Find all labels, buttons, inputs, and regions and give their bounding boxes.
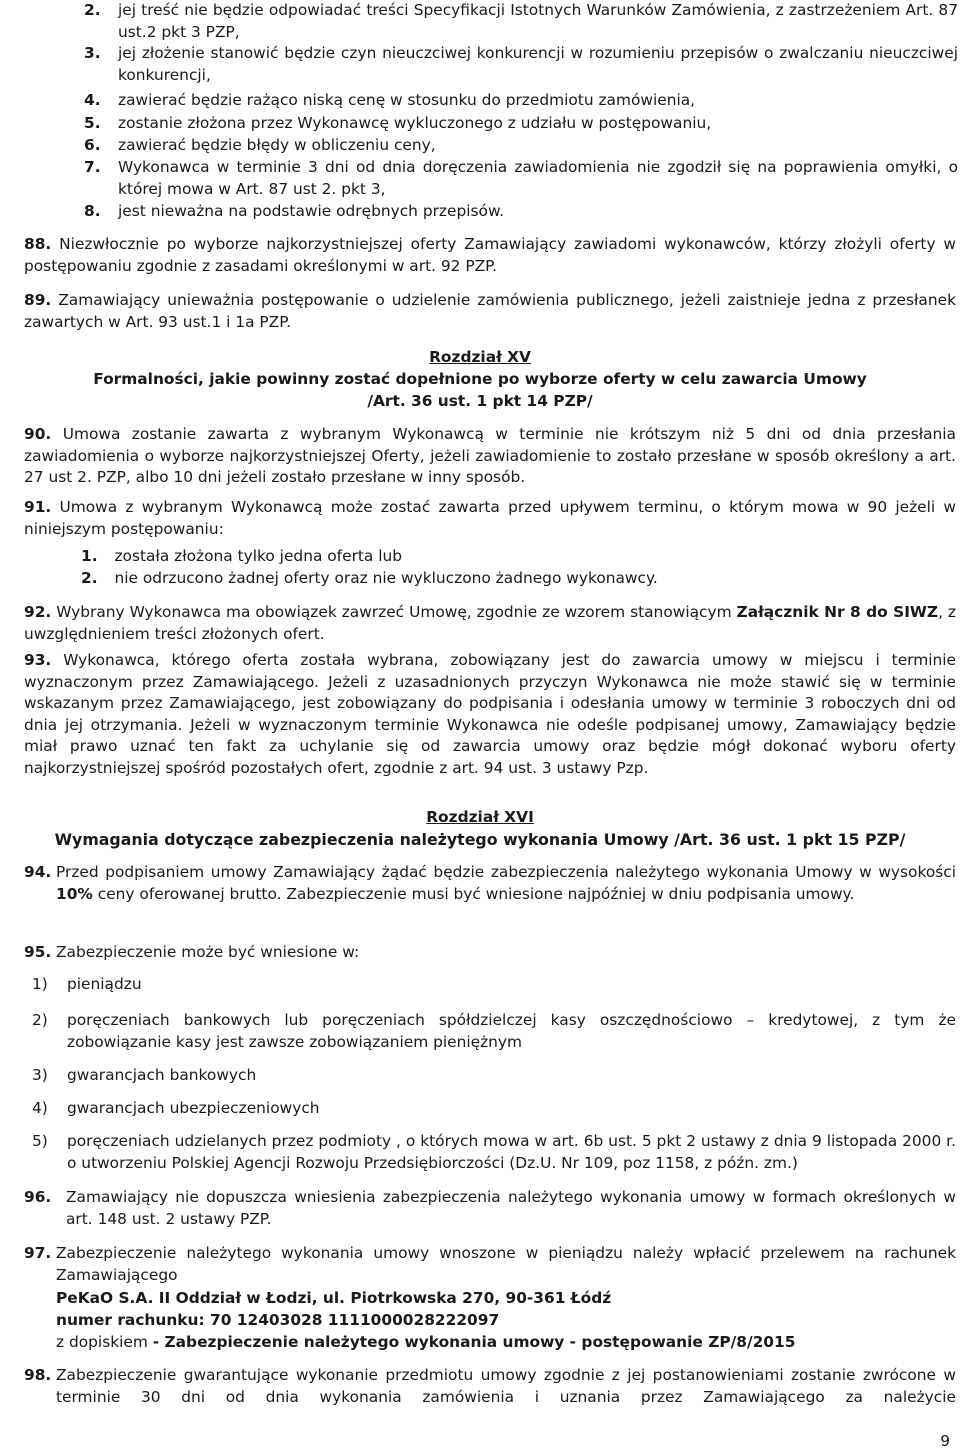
paragraph-number: 92. — [24, 603, 52, 621]
list-item — [84, 0, 958, 43]
list-item-number: 3) — [32, 1066, 48, 1084]
paragraph-89 — [24, 290, 956, 333]
list-item-number: 1. — [81, 547, 98, 565]
list-item-text: jest nieważna na podstawie odrębnych przepisów. — [118, 202, 505, 220]
list-item-number: 1) — [32, 975, 48, 993]
paragraph-text: Zamawiający nie dopuszcza wniesienia zabezpieczenia należytego wykonania umowy w formach określonych w art. 148 ust. 2 ustawy PZP. — [66, 1188, 956, 1228]
list-item — [84, 113, 958, 135]
paragraph-number: 88. — [24, 235, 52, 253]
paragraph-number: 97. — [24, 1244, 52, 1262]
list-item-number: 5) — [32, 1132, 48, 1150]
paragraph-98 — [24, 1365, 956, 1408]
list-item — [32, 1065, 956, 1087]
list-item-number: 8. — [84, 202, 101, 220]
paragraph-text: Zabezpieczenie należytego wykonania umowy wnoszone w pieniądzu należy wpłacić przelewem na rachunek Zamawiającego — [56, 1244, 956, 1284]
paragraph-text: Umowa z wybranym Wykonawcą może zostać zawarta przed upływem terminu, o którym mowa w 90 jeżeli w niniejszym postępowaniu: — [24, 498, 956, 538]
paragraph-text: ceny oferowanej brutto. Zabezpieczenie musi być wniesione najpóźniej w dniu podpisania umowy. — [92, 884, 855, 903]
list-item-number: 7. — [84, 158, 101, 176]
account-number: numer rachunku: 70 12403028 1111000028222097 — [56, 1311, 500, 1329]
list-item — [84, 157, 958, 200]
paragraph-number: 89. — [24, 291, 52, 309]
list-item-text: pieniądzu — [67, 975, 142, 993]
paragraph-96 — [24, 1187, 956, 1230]
paragraph-number: 95. — [24, 943, 52, 961]
list-item-number: 4. — [84, 91, 101, 109]
percentage-value: 10% — [56, 884, 93, 903]
paragraph-88 — [24, 234, 956, 277]
paragraph-number: 98. — [24, 1366, 52, 1384]
list-item — [84, 90, 958, 112]
chapter-subtitle: Formalności, jakie powinny zostać dopełnione po wyborze oferty w celu zawarcia Umowy — [93, 370, 867, 388]
list-item-text: nie odrzucono żadnej oferty oraz nie wykluczono żadnego wykonawcy. — [114, 569, 658, 587]
paragraph-text: Wybrany Wykonawca ma obowiązek zawrzeć Umowę, zgodnie ze wzorem stanowiącym — [56, 603, 737, 621]
paragraph-95 — [24, 942, 956, 964]
list-item — [32, 1098, 956, 1120]
chapter-subtitle: Wymagania dotyczące zabezpieczenia należytego wykonania Umowy /Art. 36 ust. 1 pkt 15 PZP/ — [54, 830, 906, 849]
list-item-text: poręczeniach udzielanych przez podmioty , o których mowa w art. 6b ust. 5 pkt 2 ustawy z dnia 9 listopada 2000 r. o utworzeniu Polskiej Agencji Rozwoju Przedsiębiorczości (Dz.U. Nr 109, poz 1158, z późn. zm.) — [67, 1132, 956, 1172]
page-number: 9 — [940, 1432, 950, 1450]
paragraph-text: Zamawiający unieważnia postępowanie o udzielenie zamówienia publicznego, jeżeli zaistnieje jedna z przesłanek zawartych w Art. 93 ust.1 i 1a PZP. — [24, 291, 956, 331]
paragraph-text: Zabezpieczenie może być wniesione w: — [56, 943, 360, 961]
list-item-text: zostanie złożona przez Wykonawcę wykluczonego z udziału w postępowaniu, — [118, 114, 712, 132]
list-item — [84, 201, 958, 223]
list-item — [84, 135, 958, 157]
chapter-title: Rozdział XV — [429, 348, 531, 366]
chapter-title: Rozdział XVI — [426, 808, 534, 826]
bank-name: PeKaO S.A. II Oddział w Łodzi, ul. Piotrkowska 270, 90-361 Łódź — [56, 1289, 612, 1307]
list-item — [84, 43, 958, 86]
paragraph-text: Umowa zostanie zawarta z wybranym Wykonawcą w terminie nie krótszym niż 5 dni od dnia przesłania zawiadomienia o wyborze najkorzystniejszej Oferty, jeżeli zawiadomienie to zostało przesłane w sposób określony a art. 27 ust 2. PZP, albo 10 dni jeżeli zostało przesłane w inny sposób. — [24, 425, 956, 486]
list-item — [32, 974, 956, 996]
list-item — [81, 546, 402, 568]
list-item-text: Wykonawca w terminie 3 dni od dnia doręczenia zawiadomienia nie zgodził się na poprawienia omyłki, o której mowa w Art. 87 ust 2. pkt 3, — [118, 158, 958, 198]
list-item-text: gwarancjach ubezpieczeniowych — [67, 1099, 320, 1117]
paragraph-number: 90. — [24, 425, 52, 443]
list-item-text: jej treść nie będzie odpowiadać treści Specyfikacji Istotnych Warunków Zamówienia, z zastrzeżeniem Art. 87 ust.2 pkt 3 PZP, — [118, 1, 958, 41]
paragraph-number: 93. — [24, 651, 52, 669]
paragraph-93 — [24, 650, 956, 779]
list-item-text: jej złożenie stanowić będzie czyn nieuczciwej konkurencji w rozumieniu przepisów o zwalczaniu nieuczciwej konkurencji, — [118, 44, 958, 84]
list-item-text: zawierać będzie błędy w obliczeniu ceny, — [118, 136, 436, 154]
list-item-number: 5. — [84, 114, 101, 132]
paragraph-number: 91. — [24, 498, 52, 516]
paragraph-text: Zabezpieczenie gwarantujące wykonanie przedmiotu umowy zgodnie z jej postanowieniami zostanie zwrócone w terminie 30 dni od dnia wykonania zamówienia i uznania przez Zamawiającego za należycie — [56, 1366, 956, 1406]
paragraph-number: 94. — [24, 863, 52, 881]
list-item-number: 2. — [81, 569, 98, 587]
list-item — [32, 1131, 956, 1174]
paragraph-92 — [24, 602, 956, 645]
list-item-number: 4) — [32, 1099, 48, 1117]
attachment-reference: Załącznik Nr 8 do SIWZ — [736, 603, 939, 621]
list-item-text: została złożona tylko jedna oferta lub — [114, 547, 403, 565]
list-item — [32, 1010, 956, 1053]
paragraph-text: Wykonawca, którego oferta została wybrana, zobowiązany jest do zawarcia umowy w miejscu i terminie wyznaczonym przez Zamawiającego. Jeżeli z uzasadnionych przyczyn Wykonawca nie może stawić się w terminie wskazanym przez Zamawiającego, jest zobowiązany do podpisania i odesłania umowy w terminie 3 roboczych dni od dnia jej otrzymania. Jeżeli w wyznaczonym terminie Wykonawca nie odeśle podpisanej umowy, Zamawiający będzie miał prawo uznać ten fakt za uchylanie się od zawarcia umowy oraz będzie mógł dokonać wyboru oferty najkorzystniejszej spośród pozostałych ofert, zgodnie z art. 94 ust. 3 ustawy Pzp. — [24, 651, 956, 777]
paragraph-91 — [24, 497, 956, 540]
paragraph-text: Przed podpisaniem umowy Zamawiający żądać będzie zabezpieczenia należytego wykonania Umowy w wysokości — [56, 863, 956, 881]
list-item-text: poręczeniach bankowych lub poręczeniach spółdzielczej kasy oszczędnościowo – kredytowej, z tym że zobowiązanie kasy jest zawsze zobowiązaniem pieniężnym — [67, 1011, 956, 1051]
list-item-text: gwarancjach bankowych — [67, 1066, 257, 1084]
paragraph-text: Niezwłocznie po wyborze najkorzystniejszej oferty Zamawiający zawiadomi wykonawców, którzy złożyli oferty w postępowaniu zgodnie z zasadami określonymi w art. 92 PZP. — [24, 235, 956, 275]
transfer-note — [56, 1332, 795, 1354]
paragraph-text: , z uwzględnieniem treści złożonych ofert. — [24, 603, 956, 643]
paragraph-94 — [24, 862, 956, 905]
list-item — [81, 568, 658, 590]
list-item-text: zawierać będzie rażąco niską cenę w stosunku do przedmiotu zamówienia, — [118, 91, 696, 109]
list-item-number: 2. — [84, 1, 101, 19]
paragraph-97 — [24, 1243, 956, 1286]
list-item-number: 6. — [84, 136, 101, 154]
list-item-number: 2) — [32, 1011, 48, 1029]
paragraph-number: 96. — [24, 1188, 52, 1206]
transfer-note-title: - Zabezpieczenie należytego wykonania umowy - postępowanie ZP/8/2015 — [152, 1333, 796, 1351]
chapter-subtitle: /Art. 36 ust. 1 pkt 14 PZP/ — [367, 392, 593, 410]
transfer-note-prefix: z dopiskiem — [56, 1333, 153, 1351]
list-item-number: 3. — [84, 44, 101, 62]
paragraph-90 — [24, 424, 956, 489]
